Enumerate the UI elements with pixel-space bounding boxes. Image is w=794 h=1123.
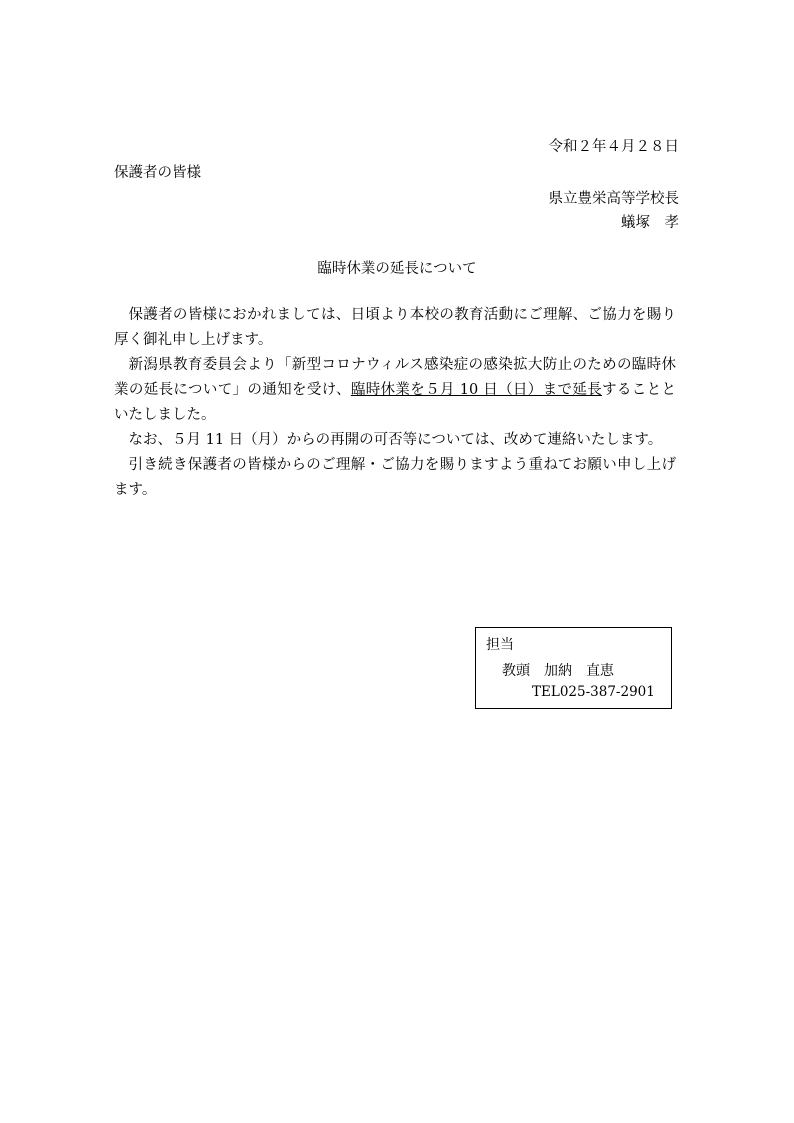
contact-person xyxy=(502,660,614,680)
document-body xyxy=(114,303,676,503)
sender-name: 蟻塚 孝 xyxy=(621,215,679,231)
paragraph-1: 保護者の皆様におかれましては、日頃より本校の教育活動にご理解、ご協力を賜り厚く御礼申し上げます。 xyxy=(114,307,676,348)
paragraph-2-tail: することといたしました。 xyxy=(114,382,677,423)
contact-label: 担当 xyxy=(486,637,514,653)
contact-box xyxy=(475,627,672,709)
contact-role: 教頭 xyxy=(502,663,530,679)
recipient: 保護者の皆様 xyxy=(114,165,201,181)
document-title: 臨時休業の延長について xyxy=(317,261,477,277)
paragraph-2 xyxy=(114,353,676,428)
document-date: 令和２年４月２８日 xyxy=(548,139,679,155)
contact-phone: TEL025-387-2901 xyxy=(532,684,655,700)
sender-school: 県立豊栄高等学校長 xyxy=(548,191,679,207)
paragraph-4: 引き続き保護者の皆様からのご理解・ご協力を賜りますよう重ねてお願い申し上げます。 xyxy=(114,457,676,498)
contact-name: 加納 直恵 xyxy=(544,663,614,679)
closure-period-underlined: 臨時休業を５月 10 日（日）まで延長 xyxy=(350,382,603,398)
paragraph-3: なお、５月 11 日（月）からの再開の可否等については、改めて連絡いたします。 xyxy=(128,432,663,448)
paragraph-2-lead: 新潟県教育委員会より「新型コロナウィルス感染症の感染拡大防止のための臨時休業の延長について」の通知を受け、 xyxy=(114,357,676,398)
